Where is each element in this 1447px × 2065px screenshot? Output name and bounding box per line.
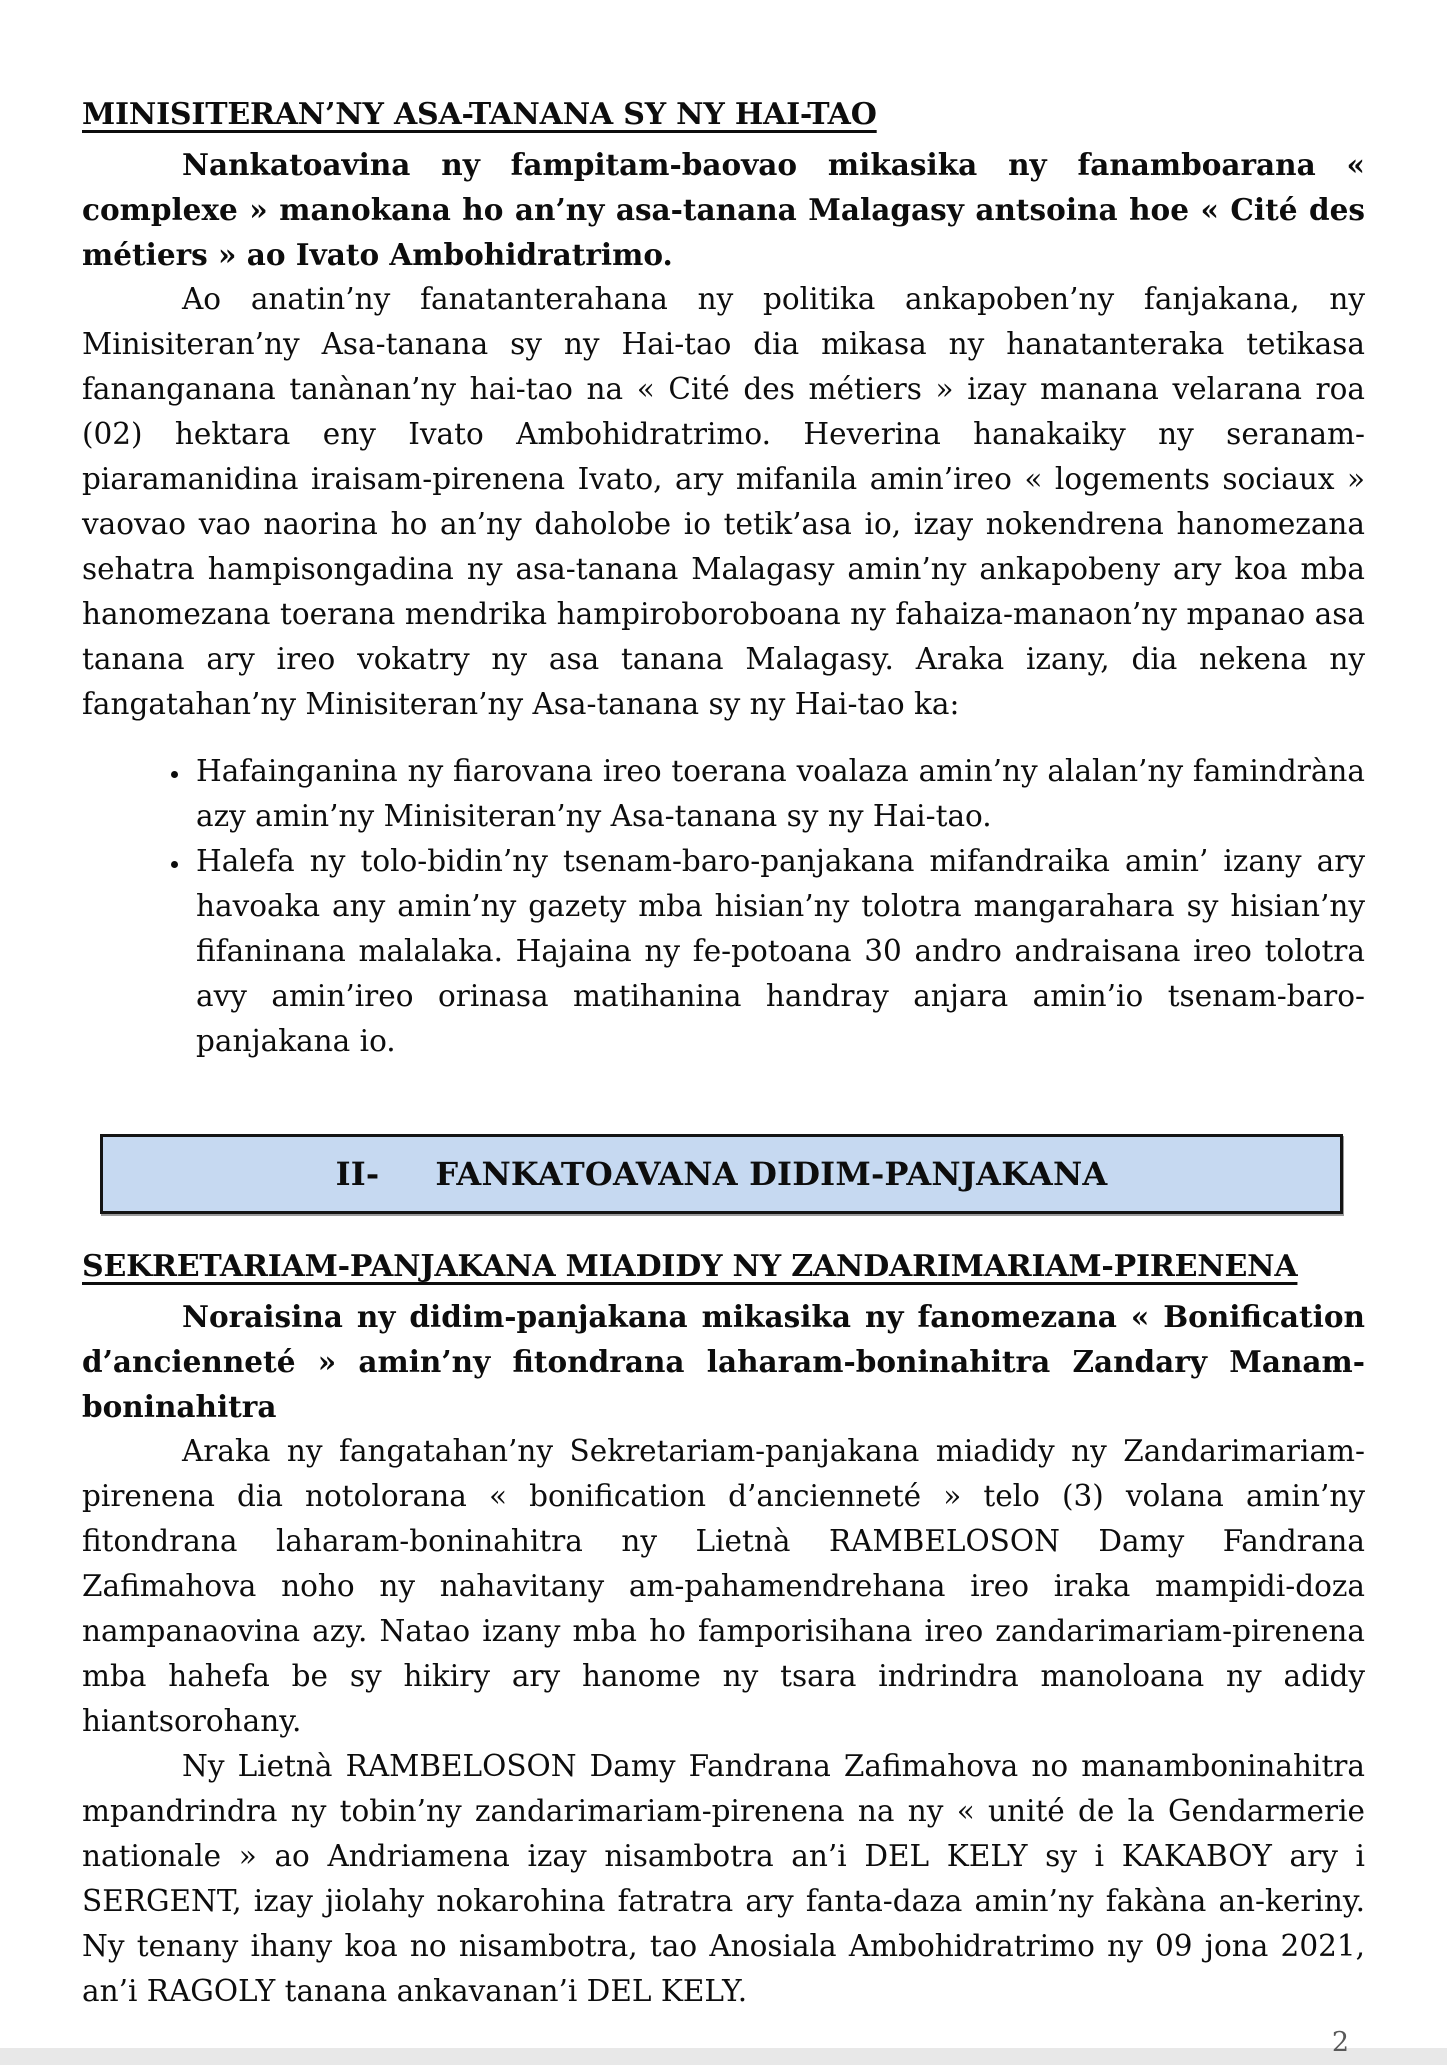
secretariat-lead-paragraph: Noraisina ny didim-panjakana mikasika ny fanomezana « Bonification d’ancienneté » amin’ny fitondrana laharam-boninahitra Zandary Manam-boninahitra bbox=[82, 1299, 1365, 1424]
section-banner bbox=[100, 1134, 1343, 1214]
banner-numeral: II- bbox=[335, 1155, 380, 1193]
secretariat-body-paragraph-2: Ny Lietnà RAMBELOSON Damy Fandrana Zafimahova no manamboninahitra mpandrindra ny tobin’ny zandarimariam-pirenena na ny « unité de la Gendarmerie nationale » ao Andriamena izay nisambotra an’i DEL KELY sy i KAKABOY ary i SERGENT, izay jiolahy nokarohina fatratra ary fanta-daza amin’ny fakàna an-keriny. Ny tenany ihany koa no nisambotra, tao Anosiala Ambohidratrimo ny 09 jona 2021, an’i RAGOLY tanana ankavanan’i DEL KELY. bbox=[82, 1749, 1365, 2008]
list-item: • Halefa ny tolo-bidin’ny tsenam-baro-panjakana mifandraika amin’ izany ary havoaka any amin’ny gazety mba hisian’ny tolotra mangarahara sy hisian’ny fifaninana malalaka. Hajaina ny fe-potoana 30 andro andraisana ireo tolotra avy amin’ireo orinasa matihanina handray anjara amin’io tsenam-baro-panjakana io. bbox=[192, 839, 1365, 1064]
secretariat-body-paragraph-1: Araka ny fangatahan’ny Sekretariam-panjakana miadidy ny Zandarimariam-pirenena dia notolorana « bonification d’ancienneté » telo (3) volana amin’ny fitondrana laharam-boninahitra ny Lietnà RAMBELOSON Damy Fandrana Zafimahova noho ny nahavitany am-pahamendrehana ireo iraka mampidi-doza nampanaovina azy. Natao izany mba ho famporisihana ireo zandarimariam-pirenena mba hahefa be sy hikiry ary hanome ny tsara indrindra manoloana ny adidy hiantsorohany. bbox=[82, 1434, 1365, 1738]
ministry-body-paragraph: Ao anatin’ny fanatanterahana ny politika ankapoben’ny fanjakana, ny Minisiteran’ny Asa-tanana sy ny Hai-tao dia mikasa ny hanatanteraka tetikasa fananganana tanànan’ny hai-tao na « Cité des métiers » izay manana velarana roa (02) hektara eny Ivato Ambohidratrimo. Heverina hanakaiky ny seranam-piaramanidina iraisam-pirenena Ivato, ary mifanila amin’ireo « logements sociaux » vaovao vao naorina ho an’ny daholobe io tetik’asa io, izay nokendrena hanomezana sehatra hampisongadina ny asa-tanana Malagasy amin’ny ankapobeny ary koa mba hanomezana toerana mendrika hampiroboroboana ny fahaiza-manaon’ny mpanao asa tanana ary ireo vokatry ny asa tanana Malagasy. Araka izany, dia nekena ny fangatahan’ny Minisiteran’ny Asa-tanana sy ny Hai-tao ka: bbox=[82, 282, 1365, 721]
page-number: 2 bbox=[1331, 2027, 1349, 2058]
banner-title: FANKATOAVANA DIDIM-PANJAKANA bbox=[435, 1155, 1108, 1193]
ministry-lead-paragraph: Nankatoavina ny fampitam-baovao mikasika ny fanamboarana « complexe » manokana ho an’ny asa-tanana Malagasy antsoina hoe « Cité des métiers » ao Ivato Ambohidratrimo. bbox=[82, 147, 1365, 272]
secretariat-section-heading: SEKRETARIAM-PANJAKANA MIADIDY NY ZANDARIMARIAM-PIRENENA bbox=[82, 1249, 1298, 1284]
list-item: • Hafainganina ny fiarovana ireo toerana voalaza amin’ny alalan’ny famindràna azy amin’ny Minisiteran’ny Asa-tanana sy ny Hai-tao. bbox=[192, 749, 1365, 839]
ministry-section-heading: MINISITERAN’NY ASA-TANANA SY NY HAI-TAO bbox=[82, 97, 877, 132]
decision-list bbox=[82, 749, 1365, 1064]
